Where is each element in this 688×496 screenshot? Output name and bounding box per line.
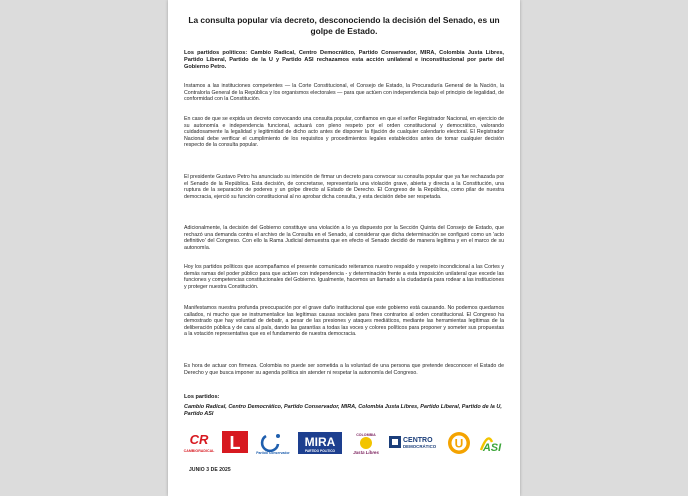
cambio-radical-mark: CR bbox=[189, 432, 209, 447]
partido-de-la-u-mark: U bbox=[454, 436, 464, 451]
partido-conservador-caption: Partido Conservador bbox=[256, 451, 290, 455]
paragraph-3: El presidente Gustavo Petro ha anunciado su intención de firmar un decreto para convocar su consulta popular que ya fue rechazada por el Senado de la República. Esta decisión, de concretarse, representaría una violación grave, abierta y directa a la Constitución, una ruptura de la separación de poderes y un golpe directo al Estado de Derecho. El Congreso de la República, como pilar de nuestra democracia, ejerció su función constitucional al no aprobar dicha consulta, y esta decisión debe ser respetada. bbox=[184, 174, 504, 200]
centro-democratico-caption: DEMOCRÁTICO bbox=[403, 444, 437, 449]
mira-caption: PARTIDO POLITICO bbox=[304, 449, 336, 453]
partido-liberal-mark: L bbox=[229, 433, 241, 453]
paragraph-5: Hoy los partidos políticos que acompañamos el presente comunicado reiteramos nuestro respaldo y respeto incondicional a las Cortes y demás ramas del poder público para que actúen con independencia - y determinación frente a esta imposición unilateral que excede las funciones y competencias constitucionales del Gobierno. Igualmente, hacemos un llamado a la ciudadanía para rodear a las instituciones y proteger nuestra Constitución. bbox=[184, 264, 504, 290]
partido-asi-logo bbox=[478, 430, 506, 456]
document-page bbox=[168, 0, 520, 496]
cambio-radical-caption: CAMBIORADICAL bbox=[183, 449, 215, 453]
signatories-list: Cambio Radical, Centro Democrático, Partido Conservador, MIRA, Colombia Justa Libres, Partido Liberal, Partido de la U, Partido ASI bbox=[184, 404, 502, 417]
paragraph-4: Adicionalmente, la decisión del Gobierno constituye una violación a lo ya dispuesto por la Sección Quinta del Consejo de Estado, que rechazó una demanda contra el archivo de la Consulta en el Senado, al considerar que dicha determinación se configuró como un 'acto definitivo' del Congreso. Con ello la Rama Judicial demuestra que en efecto el Senado decidió de manera legítima y en el marco de su autonomía. bbox=[184, 225, 504, 251]
party-logos bbox=[182, 430, 508, 456]
partido-liberal-logo bbox=[222, 430, 248, 456]
justa-libres-mark: Justa Libres bbox=[353, 450, 379, 455]
mira-logo bbox=[298, 430, 342, 456]
partido-asi-mark: ASI bbox=[482, 442, 502, 454]
lead-paragraph: Los partidos políticos: Cambio Radical, Centro Democrático, Partido Conservador, MIRA, Colombia Justa Libres, Partido Liberal, Partido de la U y Partido ASI rechazamos esta acción unilateral e inconstitucional por parte del Gobierno Petro. bbox=[184, 50, 504, 70]
centro-democratico-mark: CENTRO bbox=[403, 437, 433, 444]
justa-libres-caption: COLOMBIA bbox=[356, 433, 376, 437]
document-date: JUNIO 3 DE 2025 bbox=[189, 467, 231, 473]
paragraph-7: Es hora de actuar con firmeza. Colombia no puede ser sometida a la voluntad de una persona que pretende desconocer el Estado de Derecho y que busca imponer su agenda política sin atender ni respetar la autonomía del Congreso. bbox=[184, 363, 504, 376]
colombia-justa-libres-logo bbox=[350, 430, 382, 456]
partido-de-la-u-logo bbox=[446, 430, 472, 456]
paragraph-2: En caso de que se expida un decreto convocando una consulta popular, confiamos en que el señor Registrador Nacional, en ejercicio de su autonomía e independencia funcional, actuará con pleno respeto por el orden constitucional y democrático, valorando cuidadosamente la legalidad y legitimidad de dicho acto antes de disponer la fijación de cualquier calendario electoral. El Registrador Nacional debe verificar el cumplimiento de los requisitos y procedimientos legales establecidos antes de tomar cualquier decisión respecto de la consulta popular. bbox=[184, 116, 504, 149]
paragraph-1: Instamos a las instituciones competentes — la Corte Constitucional, el Consejo de Estado, la Procuraduría General de la Nación, la Contraloría General de la República y los organismos electorales — para que actúen con independencia bajo el principio de legalidad, de conformidad con la Constitución. bbox=[184, 83, 504, 103]
partido-conservador-logo bbox=[256, 430, 290, 456]
signatories-label: Los partidos: bbox=[184, 394, 220, 400]
mira-mark: MIRA bbox=[304, 435, 336, 449]
cambio-radical-logo bbox=[182, 430, 216, 456]
document-title: La consulta popular vía decreto, desconociendo la decisión del Senado, es un golpe de Estado. bbox=[188, 15, 500, 36]
paragraph-6: Manifestamos nuestra profunda preocupación por el grave daño institucional que este gobierno está causando. No podemos quedarnos callados, ni mucho que se instrumentalice las legítimas causas sociales para fines contrarios al orden constitucional. El Congreso ha demostrado que hay voluntad de debatir, a pesar de las presiones y ataques mediáticos, mediante las herramientas legítimas de la deliberación pública y de cara al país, dando las garantías a todas las voces y colores políticos para proponer y someter sus propuestas a la votación representativa que es el fundamento de nuestra democracia. bbox=[184, 305, 504, 338]
centro-democratico-logo bbox=[388, 430, 438, 456]
